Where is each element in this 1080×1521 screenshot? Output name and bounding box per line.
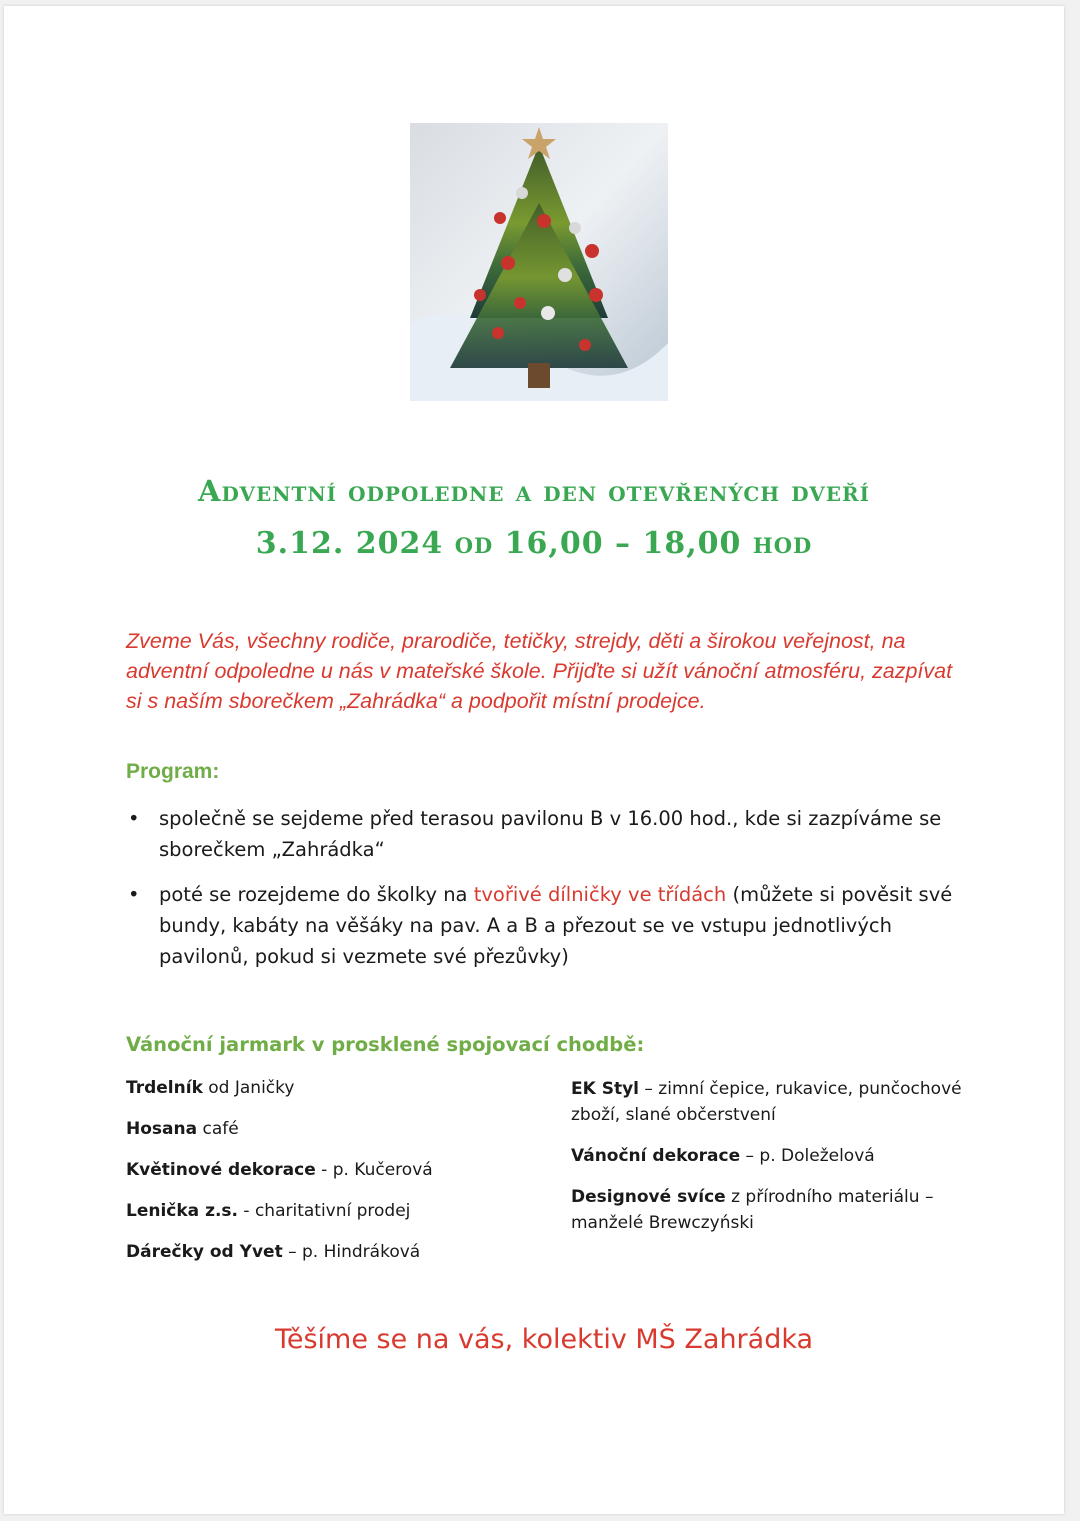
vendor-item: Trdelník od Janičky [126, 1078, 295, 1098]
program-list [126, 803, 966, 986]
program-heading: Program: [126, 760, 220, 783]
bullet-icon: • [128, 807, 140, 830]
vendor-item: Dárečky od Yvet – p. Hindráková [126, 1242, 421, 1262]
vendor-item: Hosana café [126, 1119, 239, 1139]
closing-line: Těšíme se na vás, kolektiv MŠ Zahrádka [274, 1324, 814, 1355]
invitation-text: Zveme Vás, všechny rodiče, prarodiče, tetičky, strejdy, děti a širokou veřejnost, na adventní odpoledne u nás v mateřské škole. Přijďte si užít vánoční atmosféru, zazpívat si s naším sborečkem „Zahrádka“ a podpořit místní prodejce. [126, 629, 953, 713]
vendor-item: Designové svíce z přírodního materiálu – manželé Brewczyński [571, 1187, 934, 1233]
list-item: • společně se sejdeme před terasou pavilonu B v 16.00 hod., kde si zazpíváme se sborečkem „Zahrádka“ [126, 803, 966, 865]
vendor-item: Lenička z.s. - charitativní prodej [126, 1201, 411, 1221]
vendor-list-right [571, 1076, 971, 1251]
christmas-tree-icon [410, 123, 668, 401]
market-heading: Vánoční jarmark v prosklené spojovací chodbě: [126, 1033, 645, 1056]
vendor-list-left [126, 1076, 546, 1281]
bullet-icon: • [128, 883, 140, 906]
list-item: • poté se rozejdeme do školky na tvořivé dílničky ve třídách (můžete si pověsit své bundy, kabáty na věšáky na pav. A a B a přezout se ve vstupu jednotlivých pavilonů, pokud si vezmete své přezůvky) [126, 879, 966, 972]
vendor-item: Květinové dekorace - p. Kučerová [126, 1160, 433, 1180]
event-title: Adventní odpoledne a den otevřených dveří [197, 474, 870, 508]
workshops-highlight: tvořivé dílničky ve třídách [473, 883, 727, 906]
event-date: 3.12. 2024 od 16,00 – 18,00 hod [255, 526, 813, 561]
vendor-item: Vánoční dekorace – p. Doleželová [571, 1146, 875, 1166]
vendor-item: EK Styl – zimní čepice, rukavice, punčochové zboží, slané občerstvení [571, 1079, 962, 1125]
document-page [4, 6, 1064, 1514]
